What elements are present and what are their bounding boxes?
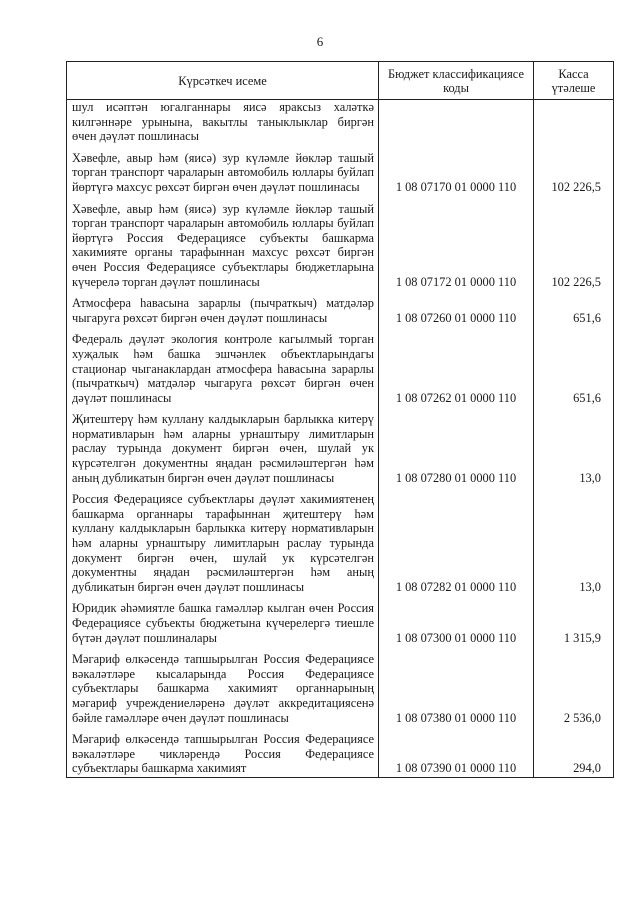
row-cash-execution: 651,6 bbox=[534, 326, 614, 406]
row-cash-execution: 651,6 bbox=[534, 290, 614, 326]
row-indicator-name: Хәвефле, авыр һәм (яисә) зур күләмле йөкләр ташый торган транспорт чараларын автомобиль юллары буйлап йөртүгә махсус рөхсәт биргән өчен дәүләт пошлинасы bbox=[72, 150, 374, 194]
row-cash-execution: 102 226,5 bbox=[534, 145, 614, 196]
table-row bbox=[67, 100, 614, 145]
row-budget-code: 1 08 07260 01 0000 110 bbox=[379, 290, 534, 326]
header-budget-code: Бюджет классификациясе коды bbox=[379, 62, 534, 100]
row-cash-execution: 102 226,5 bbox=[534, 196, 614, 291]
table-row bbox=[67, 646, 614, 726]
row-cash-execution: 13,0 bbox=[534, 406, 614, 486]
header-cash-execution: Касса үтәлеше bbox=[534, 62, 614, 100]
row-budget-code: 1 08 07280 01 0000 110 bbox=[379, 406, 534, 486]
row-cash-execution bbox=[534, 100, 614, 145]
row-indicator-name: шул исәптән югалганнары яисә яраксыз халәткә килгәннәре урынына, вакытлы таныклыклар биргән өчен дәүләт пошлинасы bbox=[72, 100, 374, 144]
table-row bbox=[67, 406, 614, 486]
row-indicator-name: Федераль дәүләт экология контроле кагылмый торган хуҗалык һәм башка эшчәнлек объектларындагы стационар чыганаклардан атмосфера һавасына зарарлы (пычраткыч) матдәләр чыгаруга рөхсәт биргән өчен дәүләт пошлинасы bbox=[72, 332, 374, 405]
row-budget-code bbox=[379, 100, 534, 145]
row-cash-execution: 294,0 bbox=[534, 726, 614, 777]
row-cash-execution: 2 536,0 bbox=[534, 646, 614, 726]
row-indicator-name: Җитештерү һәм куллану калдыкларын барлыкка китерү нормативларын һәм аларны урнаштыру лимитларын раслау турында документ биргән өчен, шулай ук күрсәтелгән документны яңадан рәсмиләштергән һәм аның дубликатын биргән өчен дәүләт пошлинасы bbox=[72, 412, 374, 485]
row-budget-code: 1 08 07390 01 0000 110 bbox=[379, 726, 534, 777]
budget-table bbox=[66, 61, 614, 778]
row-indicator-name: Юридик әһәмиятле башка гамәлләр кылган өчен Россия Федерациясе субъекты бюджетына күчерелергә тиешле бүтән дәүләт пошлиналары bbox=[72, 601, 374, 645]
row-indicator-name: Мәгариф өлкәсендә тапшырылган Россия Федерациясе вәкаләтләре чикләрендә Россия Федерациясе субъектлары башкарма хакимият bbox=[72, 732, 374, 776]
row-cash-execution: 1 315,9 bbox=[534, 595, 614, 646]
table-row bbox=[67, 486, 614, 595]
row-budget-code: 1 08 07262 01 0000 110 bbox=[379, 326, 534, 406]
table-header-row bbox=[67, 62, 614, 100]
row-indicator-name: Мәгариф өлкәсендә тапшырылган Россия Федерациясе вәкаләтләре кысаларында Россия Федерациясе субъектлары башкарма хакимият органнарының мәгариф учреждениеләренә дәүләт аккредитациясенә бәйле гамәлләре өчен дәүләт пошлинасы bbox=[72, 652, 374, 725]
table-row bbox=[67, 726, 614, 777]
header-indicator-name: Күрсәткеч исеме bbox=[67, 62, 379, 100]
table-row bbox=[67, 145, 614, 196]
table-row bbox=[67, 290, 614, 326]
row-budget-code: 1 08 07380 01 0000 110 bbox=[379, 646, 534, 726]
page-number: 6 bbox=[316, 34, 324, 49]
table-row bbox=[67, 595, 614, 646]
row-indicator-name: Хәвефле, авыр һәм (яисә) зур күләмле йөкләр ташый торган транспорт чараларын автомобиль юллары буйлап йөртүгә Россия Федерациясе субъекты башкарма хакимияте органы тарафыннан махсус рөхсәт биргән өчен Россия Федерациясе субъектлары бюджетларына күчерелә торган дәүләт пошлинасы bbox=[72, 201, 374, 289]
row-indicator-name: Атмосфера һавасына зарарлы (пычраткыч) матдәләр чыгаруга рөхсәт биргән өчен дәүләт пошлинасы bbox=[72, 296, 374, 325]
row-indicator-name: Россия Федерациясе субъектлары дәүләт хакимиятенең башкарма органнары тарафыннан җитештерү һәм куллану калдыкларын барлыкка китерү нормативларын һәм аларны урнаштыру лимитларын раслау турында документ биргән өчен, шулай ук күрсәтелгән документны яңадан рәсмиләштергән һәм аның дубликатын биргән өчен дәүләт пошлинасы bbox=[72, 492, 374, 594]
row-budget-code: 1 08 07172 01 0000 110 bbox=[379, 196, 534, 291]
row-budget-code: 1 08 07300 01 0000 110 bbox=[379, 595, 534, 646]
table-row bbox=[67, 196, 614, 291]
row-cash-execution: 13,0 bbox=[534, 486, 614, 595]
table-row bbox=[67, 326, 614, 406]
row-budget-code: 1 08 07170 01 0000 110 bbox=[379, 145, 534, 196]
row-budget-code: 1 08 07282 01 0000 110 bbox=[379, 486, 534, 595]
